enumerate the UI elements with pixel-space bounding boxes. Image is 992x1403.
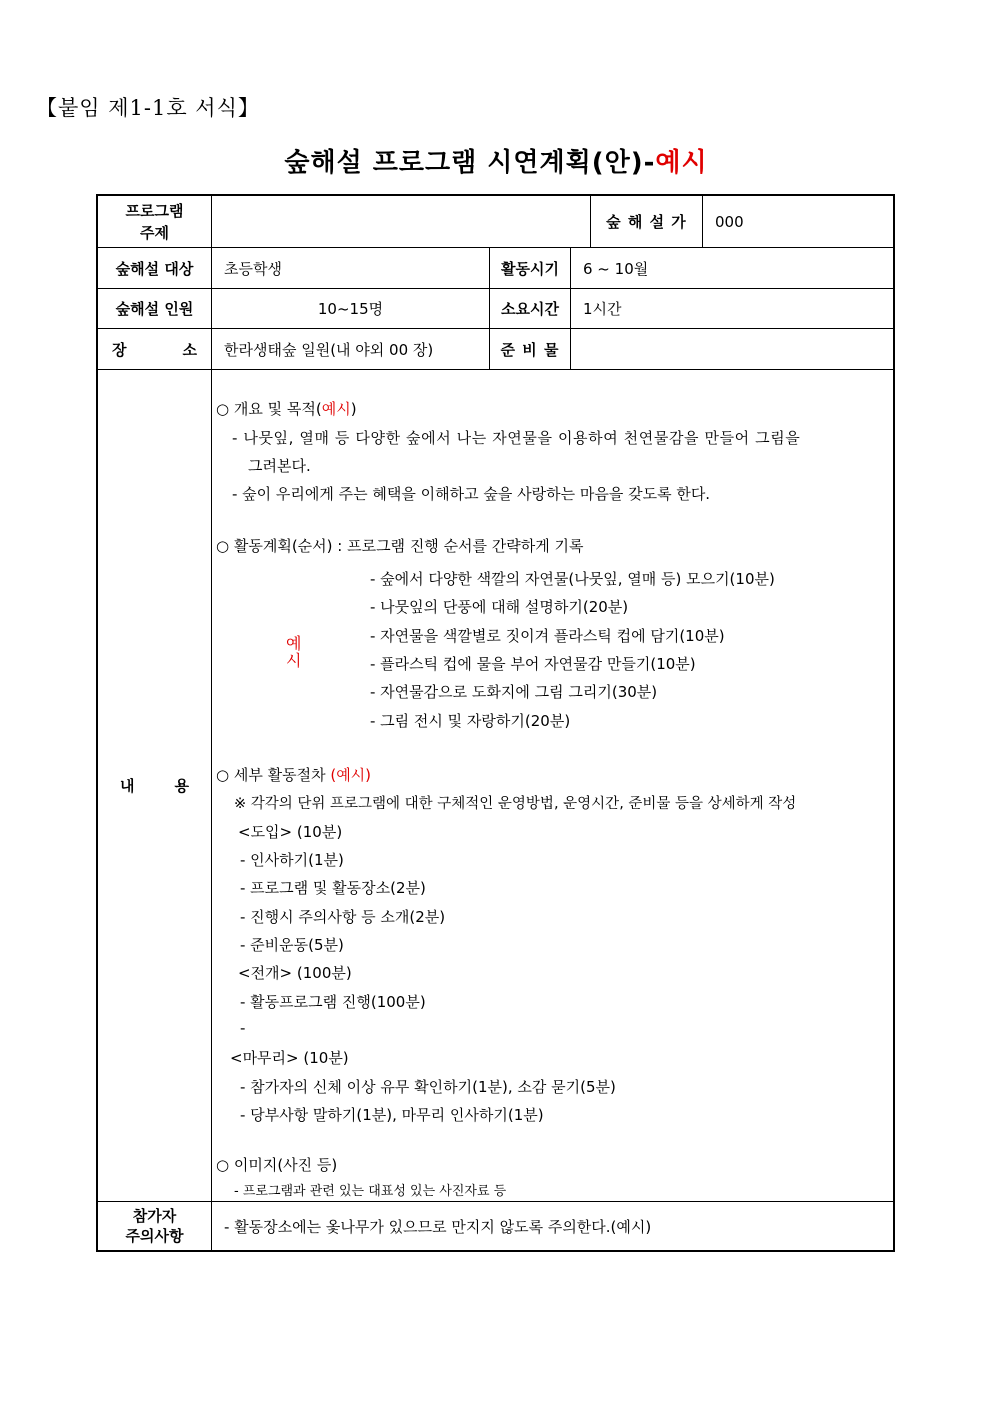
content-label-b: 용 bbox=[174, 777, 189, 795]
season-value[interactable]: 6 ~ 10월 bbox=[583, 259, 649, 278]
intro-heading: <도입> (10분) bbox=[238, 823, 343, 841]
detail-head-text: ○ 세부 활동절차 bbox=[216, 766, 331, 784]
end-item: - 참가자의 신체 이상 유무 확인하기(1분), 소감 묻기(5분) bbox=[240, 1078, 616, 1096]
attachment-label: 【붙임 제1-1호 서식】 bbox=[36, 96, 260, 120]
guide-label: 숲 해 설 가 bbox=[606, 213, 687, 231]
plan-example-mark-2: 시 bbox=[286, 651, 302, 670]
detail-heading bbox=[216, 764, 371, 785]
content-label bbox=[98, 370, 211, 1201]
plan-item: - 플라스틱 컵에 물을 부어 자연물감 만들기(10분) bbox=[370, 655, 696, 673]
plan-item: - 자연물감으로 도화지에 그림 그리기(30분) bbox=[370, 683, 658, 701]
title-example-mark: 예시 bbox=[655, 148, 708, 178]
plan-item: - 숲에서 다양한 색깔의 자연물(나뭇잎, 열매 등) 모으기(10분) bbox=[370, 570, 775, 588]
prep-value[interactable] bbox=[571, 329, 893, 369]
end-heading: <마무리> (10분) bbox=[230, 1049, 349, 1067]
place-value[interactable]: 한라생태숲 일원(내 야외 00 장) bbox=[224, 340, 434, 359]
main-item: - bbox=[240, 1019, 246, 1037]
notice-label-line2: 주의사항 bbox=[125, 1227, 184, 1245]
detail-example-mark: (예시) bbox=[330, 766, 372, 784]
notice-label-line1: 참가자 bbox=[132, 1207, 177, 1225]
people-value[interactable]: 10~15명 bbox=[317, 300, 384, 318]
place-label bbox=[98, 329, 211, 369]
plan-example-mark-1: 예 bbox=[286, 634, 302, 653]
plan-heading: ○ 활동계획(순서) : 프로그램 진행 순서를 간략하게 기록 bbox=[216, 537, 584, 555]
prep-label: 준 비 물 bbox=[500, 340, 560, 359]
overview-tail-text: ) bbox=[350, 400, 357, 418]
people-label: 숲해설 인원 bbox=[115, 300, 194, 318]
overview-head-text: ○ 개요 및 목적( bbox=[216, 400, 322, 418]
place-label-b: 소 bbox=[182, 340, 197, 359]
guide-value[interactable]: 000 bbox=[715, 212, 744, 231]
program-topic-label bbox=[98, 196, 211, 247]
intro-item: - 인사하기(1분) bbox=[240, 851, 344, 869]
detail-note: ※ 각각의 단위 프로그램에 대한 구체적인 운영방법, 운영시간, 준비물 등을 상세하게 작성 bbox=[234, 796, 797, 812]
end-item: - 당부사항 말하기(1분), 마무리 인사하기(1분) bbox=[240, 1106, 544, 1124]
image-note: - 프로그램과 관련 있는 대표성 있는 사진자료 등 bbox=[234, 1184, 507, 1199]
overview-line: - 나뭇잎, 열매 등 다양한 숲에서 나는 자연물을 이용하여 천연물감을 만들어 그림을 bbox=[232, 429, 801, 447]
overview-line: - 숲이 우리에게 주는 혜택을 이해하고 숲을 사랑하는 마음을 갖도록 한다. bbox=[232, 485, 711, 503]
duration-label: 소요시간 bbox=[501, 300, 559, 318]
plan-item: - 그림 전시 및 자랑하기(20분) bbox=[370, 712, 571, 730]
notice-label bbox=[98, 1202, 211, 1250]
intro-item: - 프로그램 및 활동장소(2분) bbox=[240, 879, 426, 897]
document-title bbox=[0, 142, 992, 179]
overview-line: 그려본다. bbox=[248, 457, 311, 475]
main-heading: <전개> (100분) bbox=[238, 964, 352, 982]
season-label: 활동시기 bbox=[501, 259, 559, 278]
title-main: 숲해설 프로그램 시연계획(안)- bbox=[284, 148, 656, 178]
main-item: - 활동프로그램 진행(100분) bbox=[240, 993, 426, 1011]
target-value[interactable]: 초등학생 bbox=[224, 259, 282, 278]
row-divider bbox=[98, 369, 893, 370]
overview-heading bbox=[216, 398, 357, 419]
program-label-line1: 프로그램 bbox=[125, 201, 184, 220]
notice-value[interactable]: - 활동장소에는 옻나무가 있으므로 만지지 않도록 주의한다.(예시) bbox=[224, 1217, 652, 1236]
content-label-a: 내 bbox=[120, 777, 135, 795]
plan-item: - 나뭇잎의 단풍에 대해 설명하기(20분) bbox=[370, 598, 629, 616]
overview-example-mark: 예시 bbox=[321, 400, 351, 418]
duration-value[interactable]: 1시간 bbox=[583, 300, 622, 318]
plan-item: - 자연물을 색깔별로 짓이겨 플라스틱 컵에 담기(10분) bbox=[370, 627, 725, 645]
intro-item: - 준비운동(5분) bbox=[240, 936, 344, 954]
program-label-line2: 주제 bbox=[140, 223, 169, 242]
program-topic-field[interactable] bbox=[212, 196, 590, 247]
image-heading: ○ 이미지(사진 등) bbox=[216, 1156, 338, 1174]
intro-item: - 진행시 주의사항 등 소개(2분) bbox=[240, 908, 446, 926]
target-label: 숲해설 대상 bbox=[115, 259, 194, 278]
place-label-a: 장 bbox=[112, 340, 127, 359]
